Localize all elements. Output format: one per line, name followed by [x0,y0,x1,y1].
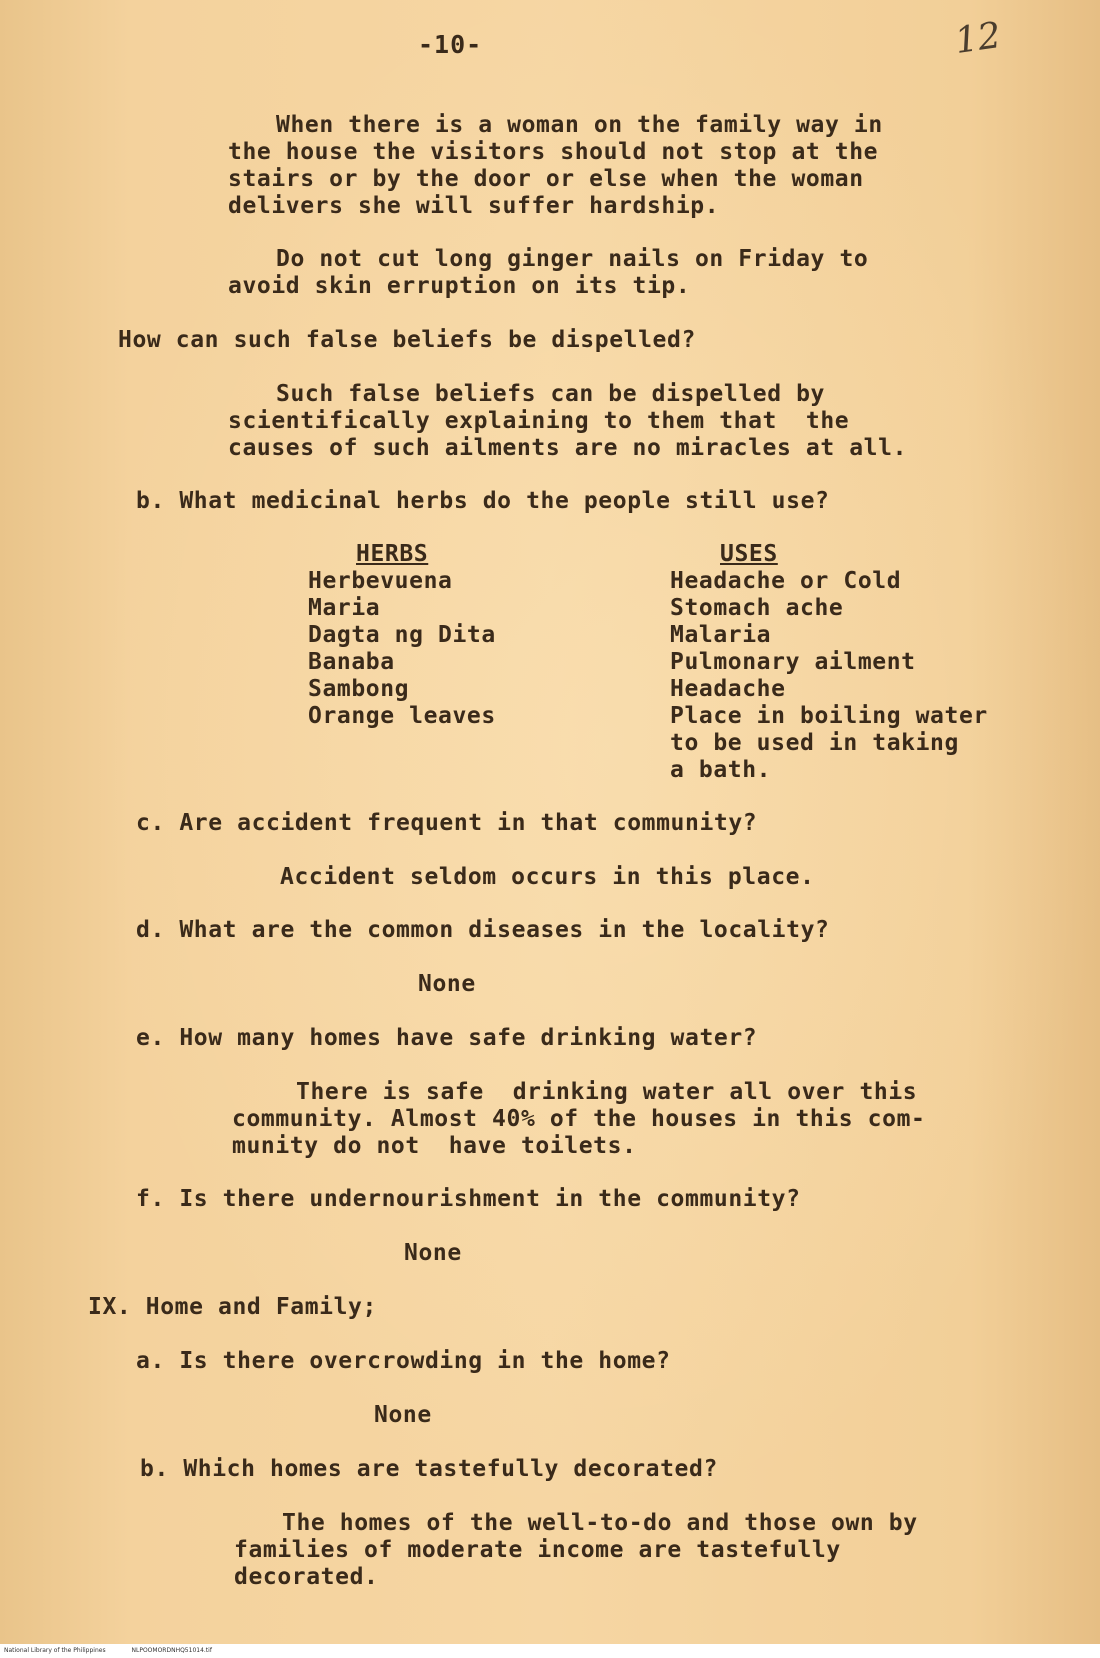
answer-line: scientifically explaining to them that the [228,408,850,434]
paragraph-line: When there is a woman on the family way in [276,112,883,138]
herb-use: Headache [670,676,786,702]
question-ix-a: a. Is there overcrowding in the home? [136,1348,671,1374]
question-e: e. How many homes have safe drinking water? [136,1025,758,1051]
answer-line: causes of such ailments are no miracles at all. [228,435,908,461]
question-b: b. What medicinal herbs do the people still use? [136,488,830,514]
herb-use: a bath. [670,757,772,783]
answer-line: Such false beliefs can be dispelled by [276,381,825,407]
answer-line: The homes of the well-to-do and those own by [282,1510,918,1536]
page-number: -10- [418,30,483,59]
herb-name: Herbevuena [308,568,453,594]
answer-line: decorated. [234,1564,379,1590]
paragraph-line: the house the visitors should not stop at the [228,139,879,165]
answer-line: There is safe drinking water all over this [296,1079,918,1105]
answer-d: None [418,971,476,997]
question-c: c. Are accident frequent in that community? [136,810,758,836]
herb-use: Stomach ache [670,595,844,621]
question-dispel: How can such false beliefs be dispelled? [118,327,696,353]
answer-f: None [404,1240,462,1266]
herb-use: to be used in taking [670,730,959,756]
uses-header: USES [720,541,778,567]
paragraph-line: avoid skin erruption on its tip. [228,273,691,299]
herb-name: Banaba [308,649,395,675]
herb-use: Pulmonary ailment [670,649,916,675]
herb-use: Malaria [670,622,772,648]
herb-name: Sambong [308,676,410,702]
section-heading: IX. Home and Family; [88,1294,377,1320]
herb-name: Dagta ng Dita [308,622,496,648]
footer-library: National Library of the Philippines [4,1647,106,1654]
answer-c: Accident seldom occurs in this place. [280,864,815,890]
answer-ix-a: None [374,1402,432,1428]
paragraph-line: delivers she will suffer hardship. [228,193,720,219]
answer-line: families of moderate income are tastefully [234,1537,841,1563]
question-f: f. Is there undernourishment in the community? [136,1186,801,1212]
herb-name: Maria [308,595,381,621]
answer-line: munity do not have toilets. [232,1133,637,1159]
herb-use: Place in boiling water [670,703,988,729]
archive-footer [0,1644,1100,1658]
paragraph-line: stairs or by the door or else when the woman [228,166,864,192]
answer-line: community. Almost 40% of the houses in this com- [232,1106,926,1132]
question-ix-b: b. Which homes are tastefully decorated? [140,1456,718,1482]
herbs-header: HERBS [356,541,429,567]
paragraph-line: Do not cut long ginger nails on Friday to [276,246,869,272]
herb-use: Headache or Cold [670,568,902,594]
footer-file-id: NLPOOMORDNHQ51014.tif [131,1647,212,1654]
herb-name: Orange leaves [308,703,496,729]
handwritten-page-number: 12 [952,15,1004,62]
question-d: d. What are the common diseases in the locality? [136,917,830,943]
